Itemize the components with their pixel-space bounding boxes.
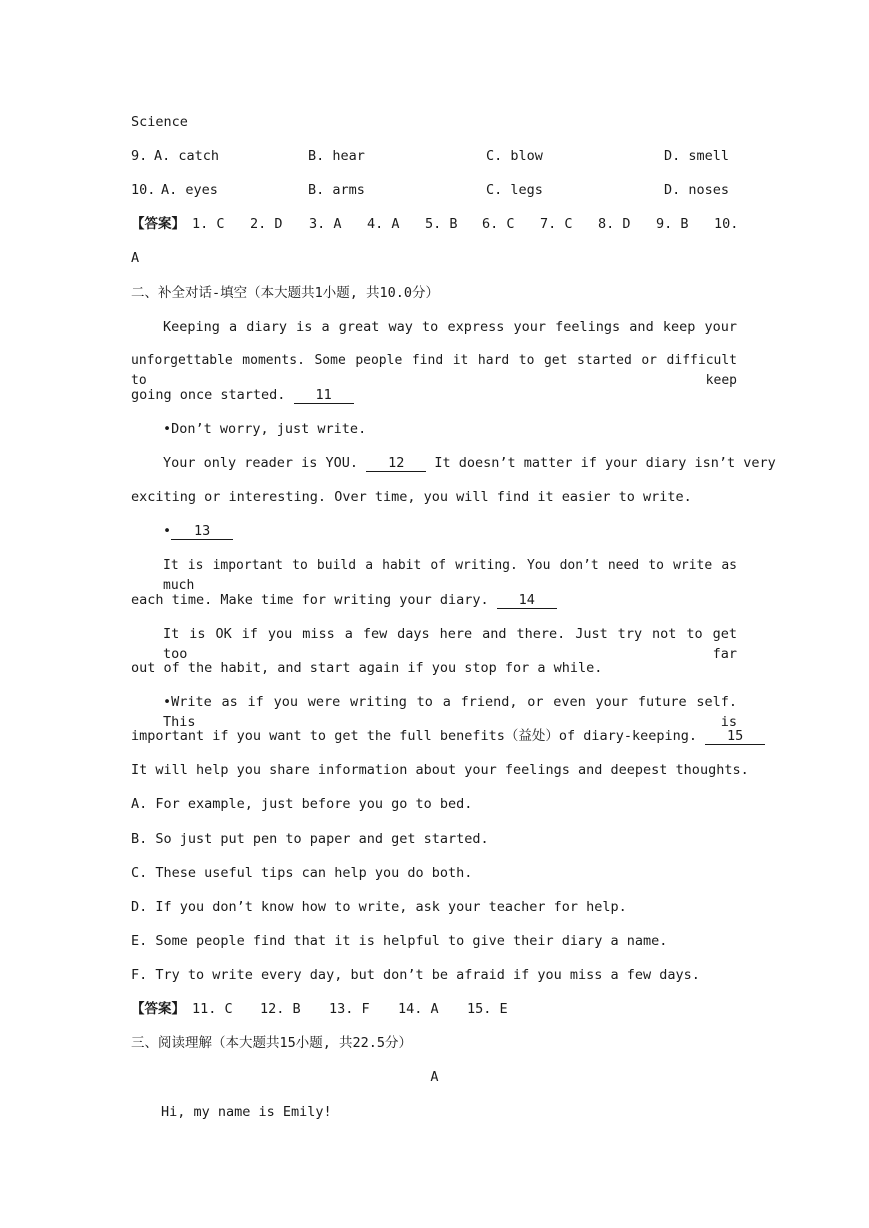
blank-11: 11 xyxy=(294,387,354,404)
blank-12: 12 xyxy=(366,455,426,472)
option-item: D. If you don’t know how to write, ask your teacher for help. xyxy=(131,899,627,915)
blank-13: 13 xyxy=(171,523,233,540)
bullet-heading: •Don’t worry, just write. xyxy=(163,421,367,437)
option-c: C. blow xyxy=(486,148,543,164)
passage-text: It doesn’t matter if your diary isn’t very xyxy=(434,455,776,471)
answer-item: 11. C xyxy=(192,1001,233,1017)
option-a: A. eyes xyxy=(161,182,218,198)
answer-label: 【答案】 xyxy=(131,216,185,232)
answer-label: 【答案】 xyxy=(131,1001,185,1017)
answer-item: 6. C xyxy=(482,216,515,232)
option-item: B. So just put pen to paper and get started. xyxy=(131,831,489,847)
passage-text: each time. Make time for writing your diary. xyxy=(131,592,489,608)
bullet-mark: • xyxy=(163,523,172,539)
answer-item: 13. F xyxy=(329,1001,370,1017)
answer-item: 7. C xyxy=(540,216,573,232)
passage-text: Your only reader is YOU. xyxy=(163,455,359,471)
passage-text: important if you want to get the full benefits（益处）of diary-keeping. xyxy=(131,728,698,744)
option-d: D. noses xyxy=(664,182,730,198)
option-b: B. hear xyxy=(308,148,365,164)
answer-item: 5. B xyxy=(425,216,458,232)
passage-line xyxy=(131,726,765,746)
passage-line: •Write as if you were writing to a friend, or even your future self. This is xyxy=(163,694,737,730)
question-number: 9. xyxy=(131,148,148,164)
passage-letter: A xyxy=(430,1069,439,1085)
passage-line xyxy=(131,385,354,405)
answer-item: 15. E xyxy=(467,1001,508,1017)
passage-line xyxy=(131,590,557,610)
intro-line: Hi, my name is Emily! xyxy=(161,1104,332,1120)
answer-item: 1. C xyxy=(192,216,225,232)
answer-item: 8. D xyxy=(598,216,631,232)
blank-15: 15 xyxy=(705,728,765,745)
option-d: D. smell xyxy=(664,148,730,164)
section-title: 二、补全对话-填空（本大题共1小题, 共10.0分） xyxy=(131,285,440,301)
passage-line: It is OK if you miss a few days here and there. Just try not to get too far xyxy=(163,626,737,662)
option-a: A. catch xyxy=(154,148,220,164)
answer-item: 4. A xyxy=(367,216,400,232)
question-number: 10. xyxy=(131,182,156,198)
option-item: F. Try to write every day, but don’t be afraid if you miss a few days. xyxy=(131,967,700,983)
passage-line: Keeping a diary is a great way to express your feelings and keep your xyxy=(163,319,737,335)
passage-line: It is important to build a habit of writing. You don’t need to write as much xyxy=(163,558,737,593)
passage-line: exciting or interesting. Over time, you will find it easier to write. xyxy=(131,489,692,505)
option-b: B. arms xyxy=(308,182,365,198)
bullet-heading xyxy=(163,521,233,541)
passage-line: out of the habit, and start again if you stop for a while. xyxy=(131,660,603,676)
passage-line: It will help you share information about your feelings and deepest thoughts. xyxy=(131,762,749,778)
blank-14: 14 xyxy=(497,592,557,609)
passage-line: unforgettable moments. Some people find it hard to get started or difficult to keep xyxy=(131,353,737,388)
science-label: Science xyxy=(131,114,188,130)
answer-item: 3. A xyxy=(309,216,342,232)
answer-item: 14. A xyxy=(398,1001,439,1017)
answer-item: 9. B xyxy=(656,216,689,232)
passage-line xyxy=(163,453,776,473)
answer-item: 2. D xyxy=(250,216,283,232)
section-title: 三、阅读理解（本大题共15小题, 共22.5分） xyxy=(131,1035,413,1051)
option-item: C. These useful tips can help you do both. xyxy=(131,865,473,881)
answer-item: 10. xyxy=(714,216,739,232)
answer-item: A xyxy=(131,250,140,266)
passage-text: going once started. xyxy=(131,387,286,403)
option-item: E. Some people find that it is helpful to give their diary a name. xyxy=(131,933,668,949)
option-c: C. legs xyxy=(486,182,543,198)
answer-item: 12. B xyxy=(260,1001,301,1017)
option-item: A. For example, just before you go to bed. xyxy=(131,796,473,812)
